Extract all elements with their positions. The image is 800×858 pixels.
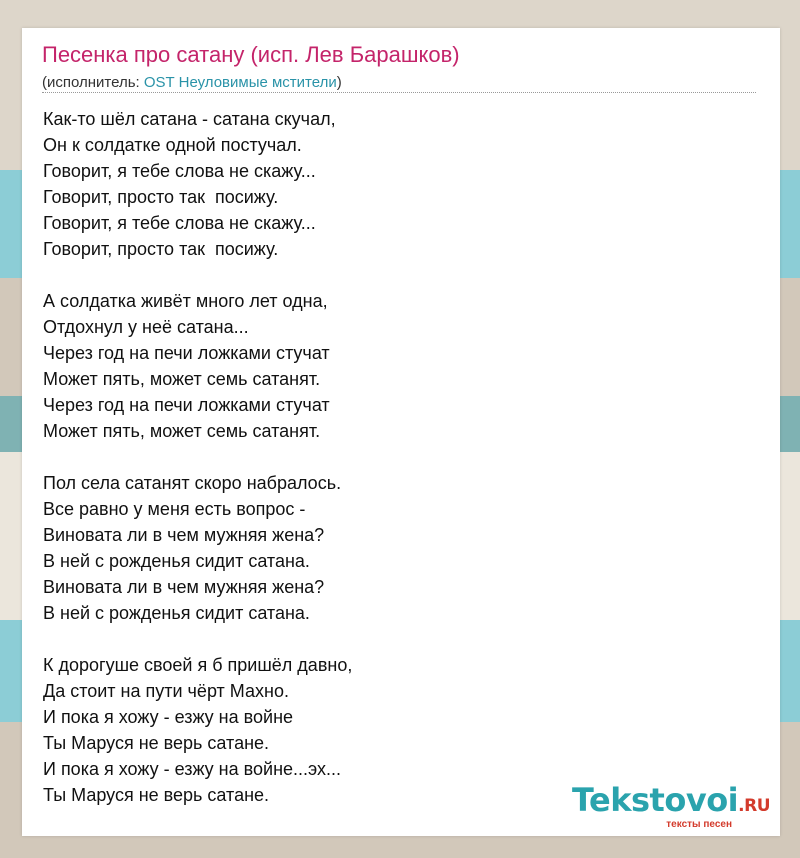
lyric-line: Да стоит на пути чёрт Махно. [43,681,289,701]
lyrics-card [22,28,780,836]
performer-suffix: ) [336,74,342,91]
lyric-line: В ней с рожденья сидит сатана. [43,603,310,623]
lyric-line: Пол села сатанят скоро набралось. [43,473,342,493]
lyric-line: Говорит, я тебе слова не скажу... [43,161,316,181]
lyric-line: Все равно у меня есть вопрос - [43,499,306,519]
lyric-line: Ты Маруся не верь сатане. [43,785,270,805]
lyric-line: Виновата ли в чем мужняя жена? [43,525,325,545]
stanza [43,106,352,262]
site-logo[interactable] [572,783,770,830]
lyric-line: Говорит, просто так посижу. [43,187,279,207]
lyric-line: Ты Маруся не верь сатане. [43,733,270,753]
lyric-line: Говорит, я тебе слова не скажу... [43,213,316,233]
logo-tld: .RU [738,796,770,816]
lyrics-text [43,106,352,834]
lyric-line: Виновата ли в чем мужняя жена? [43,577,325,597]
lyric-line: Может пять, может семь сатанят. [43,369,321,389]
lyric-line: Он к солдатке одной постучал. [43,135,302,155]
logo-tagline: тексты песен [666,819,732,830]
lyric-line: Через год на печи ложками стучат [43,343,330,363]
lyric-line: Отдохнул у неё сатана... [43,317,249,337]
stanza [43,288,352,444]
lyric-line: Через год на печи ложками стучат [43,395,330,415]
title-divider [42,92,756,93]
lyric-line: Может пять, может семь сатанят. [43,421,321,441]
logo-name: Tekstovoi [571,781,739,819]
performer-prefix: (исполнитель: [42,74,144,91]
song-title: Песенка про сатану (исп. Лев Барашков) [42,42,460,67]
stanza [43,652,352,808]
lyric-line: И пока я хожу - езжу на войне...эх... [43,759,342,779]
stanza [43,470,352,626]
lyric-line: К дорогуше своей я б пришёл давно, [43,655,353,675]
lyric-line: Говорит, просто так посижу. [43,239,279,259]
performer-link[interactable]: OST Неуловимые мстители [143,74,337,91]
lyric-line: И пока я хожу - езжу на войне [43,707,294,727]
lyric-line: А солдатка живёт много лет одна, [43,291,328,311]
lyric-line: Как-то шёл сатана - сатана скучал, [43,109,336,129]
lyric-line: В ней с рожденья сидит сатана. [43,551,310,571]
performer-line [42,74,342,91]
